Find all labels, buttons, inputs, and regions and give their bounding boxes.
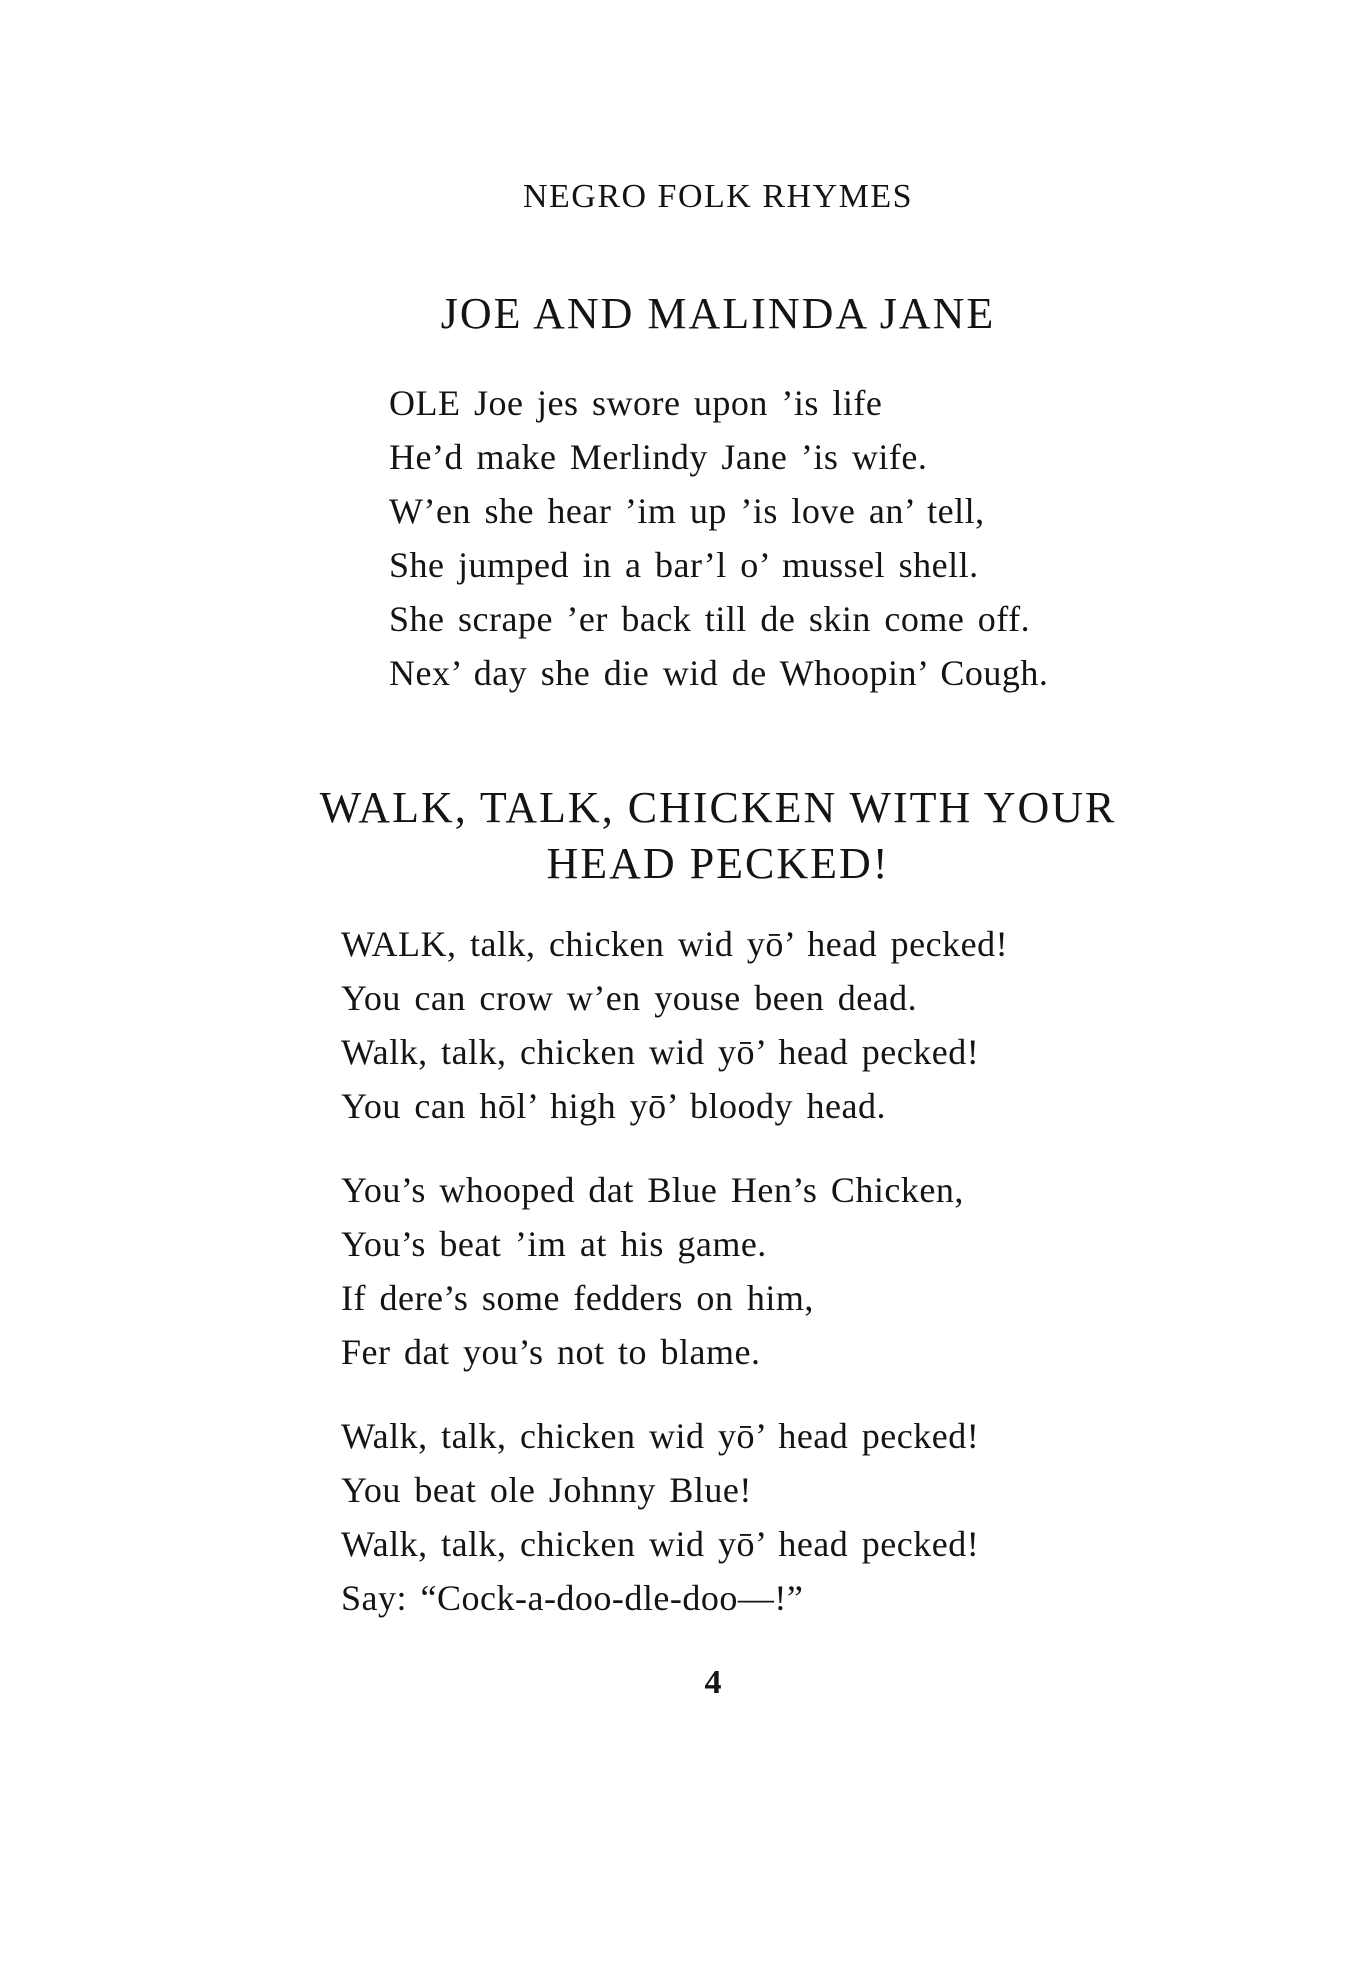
verse-line: You beat ole Johnny Blue!: [341, 1470, 752, 1510]
verse-line: She jumped in a bar’l o’ mussel shell.: [389, 545, 979, 585]
verse-line: WALK, talk, chicken wid yō’ head pecked!: [341, 924, 1009, 964]
verse-line: Walk, talk, chicken wid yō’ head pecked!: [341, 1032, 980, 1072]
verse-line: You’s whooped dat Blue Hen’s Chicken,: [341, 1170, 964, 1210]
verse-line: You’s beat ’im at his game.: [341, 1224, 767, 1264]
verse-line: Fer dat you’s not to blame.: [341, 1332, 761, 1372]
poem-joe-and-malinda-jane: [389, 376, 1048, 700]
stanza-2: [341, 1163, 1008, 1379]
verse-line: If dere’s some fedders on him,: [341, 1278, 814, 1318]
stanza-3: [341, 1409, 1008, 1625]
poem-title-line-2: HEAD PECKED!: [546, 839, 890, 888]
verse-line: She scrape ’er back till de skin come off.: [389, 599, 1031, 639]
verse-line: He’d make Merlindy Jane ’is wife.: [389, 437, 928, 477]
poem-title-line-1: WALK, TALK, CHICKEN WITH YOUR: [319, 783, 1117, 832]
running-head: NEGRO FOLK RHYMES: [522, 178, 914, 215]
poem-walk-talk-chicken: [341, 917, 1008, 1655]
verse-line: OLE Joe jes swore upon ’is life: [389, 383, 883, 423]
poem-title-walk-talk-chicken: [0, 780, 1366, 892]
page-number: 4: [704, 1664, 722, 1701]
verse-line: Walk, talk, chicken wid yō’ head pecked!: [341, 1416, 980, 1456]
verse-line: You can crow w’en youse been dead.: [341, 978, 918, 1018]
stanza-1: [341, 917, 1008, 1133]
verse-line: W’en she hear ’im up ’is love an’ tell,: [389, 491, 985, 531]
verse-line: Nex’ day she die wid de Whoopin’ Cough.: [389, 653, 1049, 693]
verse-line: Say: “Cock-a-doo-dle-doo—!”: [341, 1578, 804, 1618]
verse-line: You can hōl’ high yō’ bloody head.: [341, 1086, 886, 1126]
poem-title-joe-and-malinda-jane: JOE AND MALINDA JANE: [440, 289, 996, 338]
verse-line: Walk, talk, chicken wid yō’ head pecked!: [341, 1524, 980, 1564]
